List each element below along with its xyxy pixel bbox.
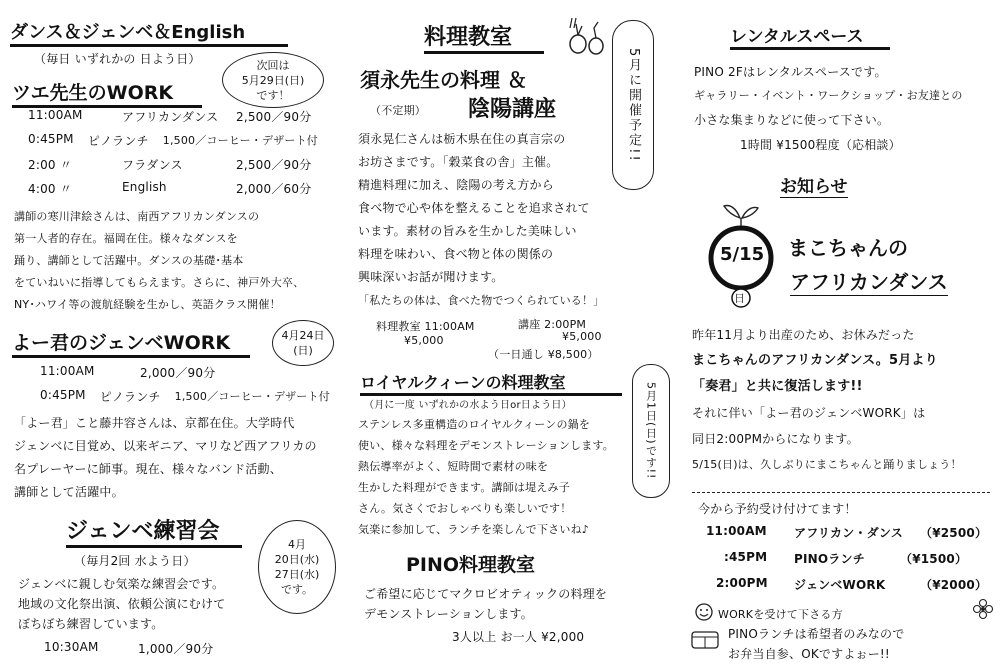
schedule-name: フラダンス	[122, 158, 183, 172]
schedule-price: 2,000／60分	[236, 182, 312, 196]
left-column	[0, 0, 330, 669]
reservation-price: （¥2000）	[920, 578, 988, 592]
left-title: ダンス＆ジェンベ＆English	[10, 18, 288, 47]
desc-line: をていねいに指導してもらえます。さらに、神戸外大卒、	[14, 276, 305, 289]
notice-title-line2: アフリカンダンス	[790, 266, 948, 296]
desc-line: さん。気さくでおしゃべりも楽しいです！	[358, 502, 572, 515]
tsue-description	[14, 206, 314, 316]
schedule-row	[28, 180, 318, 204]
desc-line: 地域の文化祭出演、依頼公演にむけて	[18, 597, 226, 611]
royal-date-note	[632, 364, 670, 498]
rental-description	[694, 60, 994, 132]
vertical-note: 5月1日(日)です!!	[644, 382, 658, 480]
schedule-name: ピノランチ	[99, 390, 161, 404]
practice-date-bubble	[258, 520, 336, 614]
schedule-row	[28, 156, 318, 180]
desc-line: 「私たちの体は、食べた物でつくられている！」	[358, 294, 605, 307]
desc-line: まこちゃんのアフリカンダンス。5月より	[692, 353, 938, 368]
combined-fee: （一日通し ¥8,500）	[488, 348, 599, 361]
desc-line: 食べ物で心や体を整えることを追求されて	[358, 201, 590, 215]
desc-line: 「奏君」と共に復活します!!	[692, 379, 863, 394]
yokun-schedule	[40, 364, 330, 412]
desc-line: 同日2:00PMからになります。	[692, 432, 859, 446]
reservation-footer	[728, 624, 998, 664]
reservation-price: （¥1500）	[900, 552, 968, 566]
bento-doodle-icon	[690, 626, 720, 652]
bubble-line: 20日(水)	[274, 553, 320, 566]
yokun-heading: よー君のジェンベWORK	[12, 328, 250, 358]
desc-line: 講師として活躍中。	[14, 485, 124, 499]
reservation-item	[706, 576, 996, 602]
reservation-heading: 今から予約受け付けてます！	[698, 502, 857, 516]
reservation-list	[706, 524, 996, 602]
badge-date: 5/15	[720, 244, 765, 265]
royal-subtitle: （月に一度 いずれかの水よう日or日よう日）	[364, 400, 572, 411]
desc-line: 「よー君」こと藤井容さんは、京都在住。大学時代	[14, 416, 295, 430]
notice-heading: お知らせ	[780, 172, 848, 198]
desc-line: 熱伝導率がよく、短時間で素材の味を	[358, 460, 549, 473]
practice-heading: ジェンベ練習会	[66, 514, 242, 548]
sunaga-irregular-label: （不定期）	[370, 104, 426, 117]
class-fee-label: 料理教室 11:00AM	[376, 320, 475, 333]
schedule-name: アフリカンダンス	[122, 110, 219, 124]
practice-time: 10:30AM	[44, 640, 99, 654]
desc-line: お坊さまです。「穀菜食の舎」主催。	[358, 155, 559, 169]
reservation-time: 11:00AM	[706, 524, 767, 538]
schedule-time: 11:00AM	[28, 108, 83, 122]
reservation-price: （¥2500）	[920, 526, 988, 540]
schedule-time: 0:45PM	[28, 132, 74, 146]
desc-line: 興味深いお話が聞けます。	[358, 270, 504, 284]
desc-line: います。素材の旨みを生かした美味しい	[358, 224, 577, 238]
vegetable-doodle-icon	[566, 14, 610, 58]
badge-day: 日	[734, 292, 746, 305]
schedule-row	[28, 108, 318, 132]
notice-description	[692, 322, 998, 478]
reservation-name: PINOランチ	[794, 552, 865, 566]
rental-price: 1時間 ¥1500程度（応相談）	[740, 138, 901, 152]
schedule-time: 2:00 〃	[28, 158, 72, 172]
desc-line: 須永晃仁さんは栃木県在住の真言宗の	[358, 132, 566, 146]
pino-cooking-price: 3人以上 お一人 ¥2,000	[452, 630, 585, 644]
royal-description	[358, 414, 634, 540]
desc-line: 名プレーヤーに師事。現在、様々なバンド活動、	[14, 462, 282, 476]
flower-icon	[972, 598, 994, 620]
yokun-description	[14, 412, 317, 504]
bubble-line: 次回は	[256, 58, 290, 72]
desc-line: ジェンベに親しむ気楽な練習会です。	[18, 577, 225, 591]
desc-line: 料理を味わい、食べ物と体の関係の	[358, 247, 554, 261]
practice-fee	[44, 640, 213, 657]
desc-line: 生かした料理ができます。講師は堤えみ子	[358, 481, 570, 494]
bubble-line: (日)	[293, 344, 313, 357]
schedule-time: 4:00 〃	[28, 182, 72, 196]
desc-line: 講師の寒川津絵さんは、南西アフリカンダンスの	[14, 210, 260, 223]
vertical-note: 5月に開催予定!!	[626, 47, 641, 163]
right-column	[680, 0, 1000, 669]
desc-line: デモンストレーションします。	[364, 607, 534, 621]
desc-line: PINO 2Fはレンタルスペースです。	[694, 65, 887, 79]
reservation-name: アフリカン・ダンス	[794, 526, 903, 540]
bubble-line: です。	[280, 583, 314, 596]
yokun-date-bubble	[272, 320, 334, 366]
schedule-time: 0:45PM	[40, 388, 86, 402]
tsue-schedule	[28, 108, 318, 204]
desc-line: ステンレス多重構造のロイヤルクィーンの鍋を	[358, 418, 591, 431]
desc-line: ぼちぼち練習しています。	[18, 617, 164, 631]
bubble-line: 5月29日(日)	[241, 73, 305, 87]
desc-line: 小さな集まりなどに使って下さい。	[694, 113, 890, 127]
desc-line: 精進料理に加え、陰陽の考え方から	[358, 178, 554, 192]
reservation-footer-title: WORKを受けて下さる方	[718, 608, 843, 621]
schedule-price: 1,500／コーヒー・デザート付	[174, 390, 330, 403]
tsue-next-date-bubble	[222, 52, 324, 108]
left-subtitle: （毎日 いずれかの 日よう日）	[34, 52, 201, 66]
pino-cooking-heading: PINO料理教室	[406, 554, 536, 576]
notice-title-line1: まこちゃんの	[788, 236, 908, 260]
rental-heading: レンタルスペース	[730, 22, 890, 50]
sunaga-description	[358, 128, 658, 312]
cooking-title: 料理教室	[424, 20, 544, 54]
royal-heading: ロイヤルクィーンの料理教室	[360, 370, 622, 396]
desc-line: 5/15(日)は、久しぶりにまこちゃんと踊りましょう！	[692, 458, 962, 471]
desc-line: ジェンベに目覚め、以来ギニア、マリなど西アフリカの	[14, 439, 317, 453]
reservation-name: ジェンベWORK	[794, 578, 886, 592]
desc-line: NY･ハワイ等の渡航経験を生かし、英語クラス開催！	[14, 298, 281, 311]
bubble-line: 4月24日	[281, 329, 325, 342]
practice-price: 1,000／90分	[138, 642, 214, 656]
lecture-fee-price: ¥5,000	[562, 330, 602, 343]
schedule-row	[40, 364, 320, 388]
reservation-time: 2:00PM	[716, 576, 768, 590]
desc-line: 気楽に参加して、ランチを楽しんで下さいね♪	[358, 523, 589, 536]
reservation-time: :45PM	[724, 550, 768, 564]
bubble-line: です！	[256, 88, 290, 102]
tsue-heading: ツエ先生のWORK	[12, 78, 202, 108]
schedule-price: 2,500／90分	[236, 110, 312, 124]
desc-line: ご希望に応じてマクロビオティックの料理を	[364, 587, 608, 601]
lecture-fee-label: 講座 2:00PM	[518, 318, 587, 331]
sunaga-title-line1: 須永先生の料理 ＆	[360, 68, 527, 92]
face-doodle-icon	[694, 602, 714, 622]
reservation-item	[706, 524, 996, 550]
bubble-line: 27日(水)	[274, 568, 320, 581]
bubble-line: 4月	[288, 538, 306, 551]
class-fee-price: ¥5,000	[404, 334, 444, 347]
pino-cooking-description	[364, 584, 654, 624]
reservation-item	[706, 550, 996, 576]
reservation-divider	[692, 492, 990, 493]
desc-line: 昨年11月より出産のため、お休みだった	[692, 328, 915, 342]
desc-line: ギャラリー・イベント・ワークショップ・お友達との	[694, 89, 963, 102]
schedule-name: ピノランチ	[87, 134, 149, 148]
sunaga-title-line2: 陰陽講座	[468, 97, 557, 122]
schedule-name: English	[122, 180, 167, 194]
middle-column	[340, 0, 680, 669]
schedule-price: 1,500／コーヒー・デザート付	[162, 134, 318, 147]
practice-description	[18, 574, 258, 634]
schedule-price: 2,000／90分	[140, 366, 216, 380]
practice-subtitle: （毎月2回 水よう日）	[74, 554, 196, 568]
schedule-time: 11:00AM	[40, 364, 95, 378]
desc-line: 踊り、講師として活躍中。ダンスの基礎･基本	[14, 254, 244, 267]
footer-line: PINOランチは希望者のみなので	[728, 627, 905, 641]
schedule-price: 2,500／90分	[236, 158, 312, 172]
desc-line: 使い、様々な料理をデモンストレーションします。	[358, 439, 614, 452]
desc-line: それに伴い「よー君のジェンベWORK」は	[692, 406, 926, 420]
footer-line: お弁当自参、OKですよぉー!!	[728, 647, 890, 661]
schedule-row	[28, 132, 318, 156]
desc-line: 第一人者的存在。福岡在住。様々なダンスを	[14, 232, 238, 245]
schedule-row	[40, 388, 330, 412]
